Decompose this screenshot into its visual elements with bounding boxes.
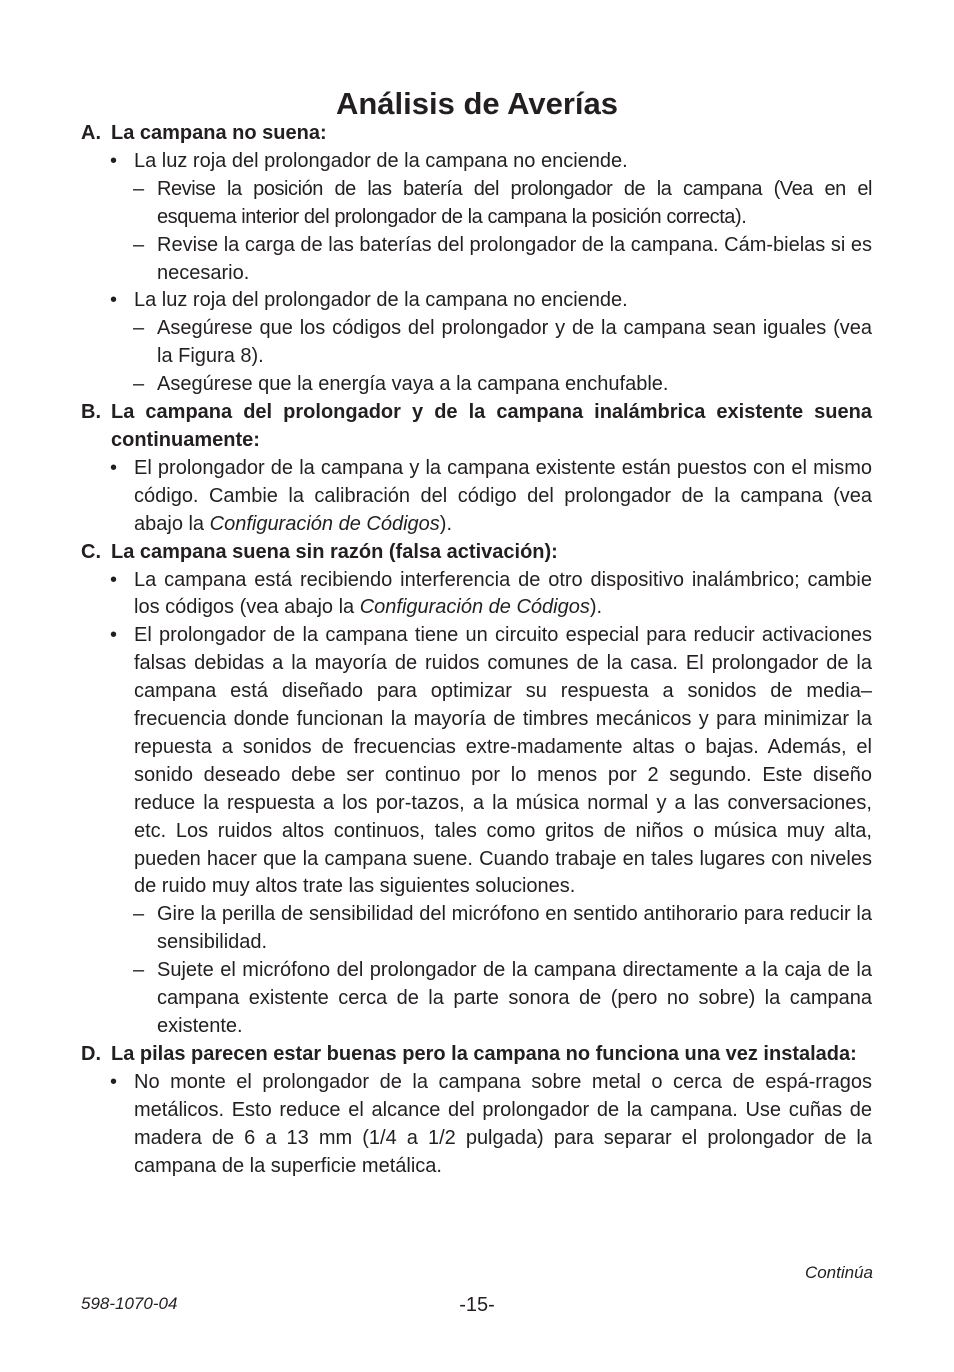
section-title: La campana del prolongador y de la campana inalámbrica existente suena continuamente:: [111, 401, 872, 451]
sub-list-item: [81, 315, 872, 371]
bullet-text-end: ).: [439, 512, 452, 535]
list-item: [81, 287, 872, 315]
dash-marker: –: [133, 959, 145, 982]
list-item: [81, 455, 872, 539]
document-code: 598-1070-04: [81, 1294, 178, 1313]
reference-italic: Configuración de Códigos: [209, 512, 440, 535]
section-c-heading: [81, 539, 872, 567]
bullet-text: [134, 567, 872, 623]
list-item: [81, 567, 872, 623]
dash-marker: –: [133, 903, 145, 926]
sub-item-text: Revise la carga de las baterías del prolongador de la campana. Cám-bielas si es necesario.: [157, 233, 872, 284]
bullet-marker: •: [110, 149, 118, 172]
reference-italic: Configuración de Códigos: [359, 596, 590, 619]
section-title: La campana no suena:: [111, 122, 327, 144]
section-letter: C.: [81, 540, 101, 563]
section-letter: B.: [81, 401, 101, 424]
sub-item-text: Gire la perilla de sensibilidad del micrófono en sentido antihorario para reducir la sensibilidad.: [157, 903, 872, 954]
sub-list-item: [81, 901, 872, 957]
dash-marker: –: [133, 317, 145, 340]
troubleshooting-content: [81, 120, 872, 1180]
bullet-marker: •: [110, 624, 118, 647]
sub-item-text: Asegúrese que los códigos del prolongador y de la campana sean iguales (vea la Figura 8).: [157, 317, 872, 368]
sub-list-item: [81, 371, 872, 399]
bullet-marker: •: [110, 568, 118, 591]
bullet-text-start: El prolongador de la campana y la campana existente están puestos con el mismo código. Cambie la calibración del código del prolongador de la campana (vea abajo la: [134, 456, 872, 535]
bullet-text-start: La campana está recibiendo interferencia de otro dispositivo inalámbrico; cambie los códigos (vea abajo la: [134, 568, 872, 619]
sub-list-item: [81, 232, 872, 288]
list-item: [81, 1069, 872, 1181]
sub-item-text: Sujete el micrófono del prolongador de la campana directamente a la caja de la campana existente cerca de la parte sonora de (pero no sobre) la campana existente.: [157, 959, 872, 1037]
page-number: -15-: [459, 1294, 495, 1316]
section-a-heading: [81, 120, 872, 148]
bullet-text: El prolongador de la campana tiene un circuito especial para reducir activaciones falsas debidas a la mayoría de ruidos comunes de la casa. El prolongador de la campana está diseñado para optimizar su respuesta a sonidos de media–frecuencia donde funcionan la mayoría de timbres mecánicos y para minimizar la repuesta a sonidos de frecuencias extre-madamente altas o bajas. Además, el sonido deseado debe ser continuo por lo menos por 2 segundo. Este diseño reduce la respuesta a los por-tazos, a la música normal y a las conversaciones, etc. Los ruidos altos continuos, tales como gritos de niños o música muy alta, pueden hacer que la campana suene. Cuando trabaje en tales lugares con niveles de ruido muy altos trate las siguientes soluciones.: [134, 624, 872, 898]
bullet-marker: •: [110, 289, 118, 312]
section-title: La pilas parecen estar buenas pero la campana no funciona una vez instalada:: [111, 1042, 857, 1065]
bullet-text: La luz roja del prolongador de la campana no enciende.: [134, 289, 628, 312]
bullet-text-end: ).: [589, 596, 603, 619]
section-letter: D.: [81, 1042, 101, 1065]
dash-marker: –: [133, 177, 145, 200]
section-title: La campana suena sin razón (falsa activación):: [111, 540, 558, 563]
bullet-marker: •: [110, 1070, 118, 1093]
section-d-heading: [81, 1041, 872, 1069]
section-b-heading: [81, 399, 872, 455]
dash-marker: –: [133, 233, 145, 256]
page-title: Análisis de Averías: [335, 86, 618, 121]
bullet-text: La luz roja del prolongador de la campana no enciende.: [134, 149, 628, 172]
sub-item-text: Revise la posición de las batería del prolongador de la campana (Vea en el esquema interior del prolongador de la campana la posición correcta).: [157, 177, 872, 228]
sub-list-item: [81, 176, 872, 232]
list-item: [81, 622, 872, 901]
dash-marker: –: [133, 373, 145, 396]
list-item: [81, 148, 872, 176]
bullet-text: [134, 455, 872, 539]
section-letter: A.: [81, 122, 101, 144]
bullet-marker: •: [110, 456, 118, 479]
sub-list-item: [81, 957, 872, 1041]
continues-note: Continúa: [804, 1263, 873, 1282]
bullet-text: No monte el prolongador de la campana sobre metal o cerca de espá-rragos metálicos. Esto reduce el alcance del prolongador de la campana. Use cuñas de madera de 6 a 13 mm (1/4 a 1/2 pulgada) para separar el prolongador de la campana de la superficie metálica.: [134, 1070, 872, 1177]
sub-item-text: Asegúrese que la energía vaya a la campana enchufable.: [157, 373, 669, 396]
